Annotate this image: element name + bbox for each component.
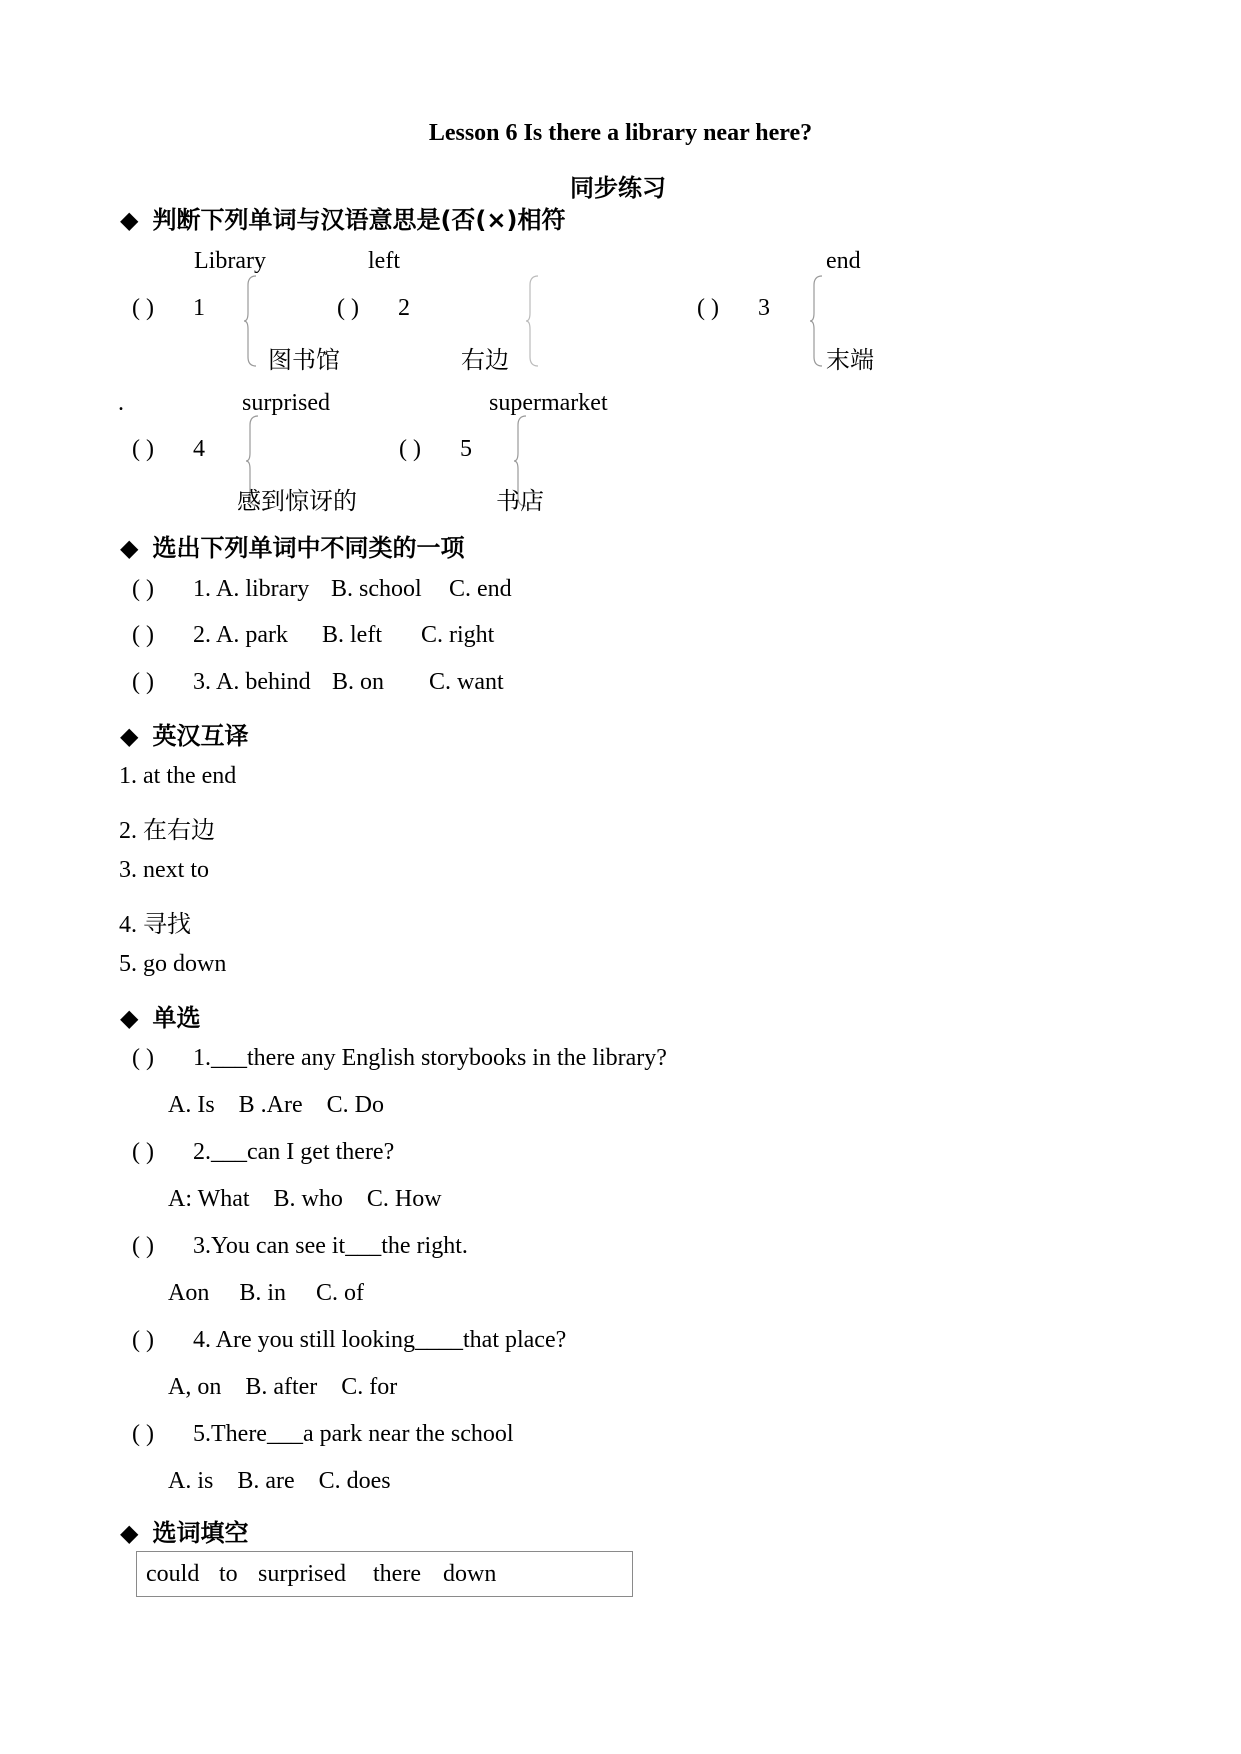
answer-bracket[interactable]: ( ) [132, 622, 154, 648]
mc-item-2-answer-bracket[interactable]: ( ) [132, 1139, 154, 1165]
word-bank-box [136, 1551, 633, 1597]
odd-item-1-option-a: A. library [216, 576, 310, 602]
answer-bracket[interactable]: ( ) [132, 669, 154, 695]
mc-item-5-question: 5.There___a park near the school [193, 1421, 514, 1447]
odd-item-2 [132, 622, 154, 649]
judge-item-4-number: 4 [193, 436, 205, 462]
judge-item-1-english: Library [194, 248, 266, 274]
section-heading-translate [120, 716, 248, 751]
diamond-bullet-icon: ◆ [120, 534, 139, 562]
heading-text: 判断下列单词与汉语意思是(否(×)相符 [152, 206, 566, 234]
translate-item-5: 5. go down [119, 951, 227, 977]
mc-item-2-question: 2.___can I get there? [193, 1139, 395, 1165]
judge-item-4-english: surprised [242, 390, 330, 416]
heading-text: 英汉互译 [152, 722, 249, 750]
diamond-bullet-icon: ◆ [120, 1519, 139, 1547]
brace-icon [526, 275, 538, 367]
judge-item-3-number: 3 [758, 295, 770, 321]
judge-item-2-answer-bracket[interactable]: ( ) [337, 295, 359, 321]
judge-item-3-chinese: 末端 [826, 346, 874, 374]
judge-item-5-english: supermarket [489, 390, 608, 416]
answer-bracket[interactable]: ( ) [132, 576, 154, 602]
mc-item-1-answer-bracket[interactable]: ( ) [132, 1045, 154, 1071]
odd-item-3-option-b: B. on [332, 669, 385, 695]
mc-item-1-question: 1.___there any English storybooks in the library? [193, 1045, 667, 1071]
odd-item-1-number: 1. [193, 576, 211, 602]
mc-item-4-answer-bracket[interactable]: ( ) [132, 1327, 154, 1353]
word-bank-word: there [373, 1561, 421, 1587]
judge-item-1-answer-bracket[interactable]: ( ) [132, 295, 154, 321]
word-bank-word: down [443, 1561, 497, 1587]
word-bank-word: surprised [258, 1561, 346, 1587]
mc-item-4-question: 4. Are you still looking____that place? [193, 1327, 567, 1353]
translate-item-2: 2. 在右边 [119, 818, 215, 844]
mc-item-2-options: A: What B. who C. How [168, 1186, 442, 1212]
judge-item-2-number: 2 [398, 295, 410, 321]
mc-item-5-options: A. is B. are C. does [168, 1468, 391, 1494]
mc-item-1-options: A. Is B .Are C. Do [168, 1092, 384, 1118]
section-heading-odd-one-out [120, 528, 464, 563]
judge-item-4-answer-bracket[interactable]: ( ) [132, 436, 154, 462]
judge-item-3-english: end [826, 248, 861, 274]
stray-dot: . [118, 390, 124, 416]
brace-icon [244, 275, 256, 367]
word-bank-word: could [146, 1561, 200, 1587]
odd-item-3-option-c: C. want [429, 669, 504, 695]
heading-text: 选词填空 [152, 1519, 249, 1547]
judge-item-5-chinese: 书店 [496, 487, 544, 515]
section-heading-judge [120, 200, 565, 235]
odd-item-2-option-c: C. right [421, 622, 495, 648]
odd-item-3-number: 3. [193, 669, 211, 695]
judge-item-1-chinese: 图书馆 [268, 346, 340, 374]
odd-item-1-option-c: C. end [449, 576, 512, 602]
odd-item-2-option-a: A. park [216, 622, 288, 648]
judge-item-5-number: 5 [460, 436, 472, 462]
translate-item-1: 1. at the end [119, 763, 237, 789]
judge-item-5-answer-bracket[interactable]: ( ) [399, 436, 421, 462]
judge-item-4-chinese: 感到惊讶的 [237, 487, 357, 515]
translate-item-4: 4. 寻找 [119, 912, 191, 938]
mc-item-3-question: 3.You can see it___the right. [193, 1233, 468, 1259]
judge-item-2-english: left [368, 248, 400, 274]
heading-text: 选出下列单词中不同类的一项 [152, 534, 465, 562]
word-bank-word: to [219, 1561, 238, 1587]
judge-item-2-chinese: 右边 [461, 346, 509, 374]
mc-item-5-answer-bracket[interactable]: ( ) [132, 1421, 154, 1447]
odd-item-3-option-a: A. behind [216, 669, 311, 695]
odd-item-2-option-b: B. left [322, 622, 382, 648]
judge-item-1-number: 1 [193, 295, 205, 321]
page-subtitle: 同步练习 [570, 174, 666, 202]
diamond-bullet-icon: ◆ [120, 206, 139, 234]
judge-item-3-answer-bracket[interactable]: ( ) [697, 295, 719, 321]
odd-item-3 [132, 669, 154, 696]
translate-item-3: 3. next to [119, 857, 209, 883]
odd-item-2-number: 2. [193, 622, 211, 648]
heading-text: 单选 [152, 1004, 201, 1032]
odd-item-1 [132, 576, 154, 603]
section-heading-fill-blank [120, 1513, 248, 1548]
section-heading-single-choice [120, 998, 200, 1033]
diamond-bullet-icon: ◆ [120, 1004, 139, 1032]
mc-item-3-answer-bracket[interactable]: ( ) [132, 1233, 154, 1259]
mc-item-4-options: A, on B. after C. for [168, 1374, 398, 1400]
odd-item-1-option-b: B. school [331, 576, 422, 602]
brace-icon [810, 275, 822, 367]
diamond-bullet-icon: ◆ [120, 722, 139, 750]
mc-item-3-options: Aon B. in C. of [168, 1280, 365, 1306]
page-title: Lesson 6 Is there a library near here? [428, 120, 813, 146]
